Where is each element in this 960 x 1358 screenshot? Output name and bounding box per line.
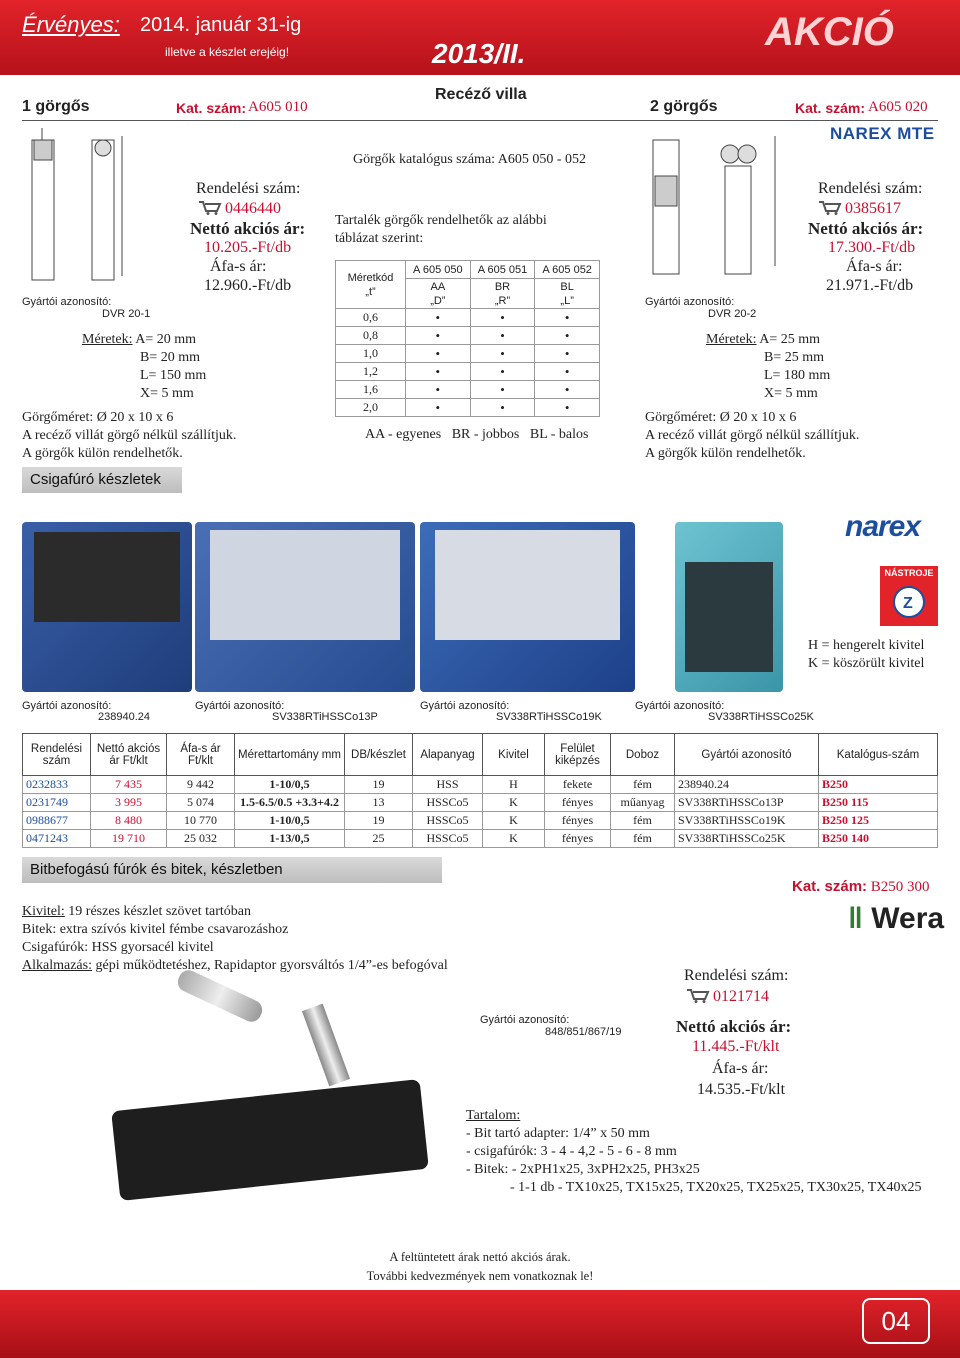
dim-l: L= 180 mm xyxy=(764,368,831,383)
dim-l: L= 150 mm xyxy=(140,368,207,383)
left-vat-label: Áfa-s ár: xyxy=(210,258,267,275)
row-dot xyxy=(406,327,471,345)
table-cell: HSSCo5 xyxy=(413,830,483,848)
right-order-label: Rendelési szám: xyxy=(818,180,923,197)
bit-pouch xyxy=(111,1079,429,1201)
note-2: A görgők külön rendelhetők. xyxy=(22,446,183,461)
table-cell: 19 xyxy=(345,776,413,794)
table-cell: fém xyxy=(611,812,675,830)
table-cell: 13 xyxy=(345,794,413,812)
row-dot xyxy=(470,309,535,327)
drill-rack xyxy=(435,530,620,640)
z-logo-icon xyxy=(880,578,938,622)
dims-label: Méretek: xyxy=(82,332,133,347)
left-order xyxy=(198,200,281,218)
note-1: A recéző villát görgő nélkül szállítjuk. xyxy=(645,428,860,443)
table-cell: B250 140 xyxy=(819,830,938,848)
table-cell: 19 xyxy=(345,812,413,830)
drill-sets-title: Csigafúró készletek xyxy=(22,467,182,493)
mfr-label-2: Gyártói azonosító: xyxy=(195,700,285,712)
nastroje-text: NÁSTROJE xyxy=(884,568,934,578)
wera-mark-icon: ‖ xyxy=(848,902,863,935)
drill-rack xyxy=(685,562,773,672)
promo-header xyxy=(0,0,960,75)
subcol-2-a: BR xyxy=(494,280,511,293)
code-label-2: „t” xyxy=(365,285,376,298)
left-mfr-id: DVR 20-1 xyxy=(102,308,151,320)
row-dot xyxy=(535,381,600,399)
bit-line-4-label: Alkalmazás: xyxy=(22,958,92,973)
drill-case-4 xyxy=(675,522,783,692)
col-3: A 605 052 xyxy=(535,261,600,279)
table-cell: 8 480 xyxy=(91,812,167,830)
th-range: Mérettartomány mm xyxy=(235,734,345,776)
table-cell: H xyxy=(483,776,545,794)
cart-icon xyxy=(686,988,710,1003)
row-code: 0,6 xyxy=(336,309,406,327)
right-mfr-id: DVR 20-2 xyxy=(708,308,757,320)
left-order-label: Rendelési szám: xyxy=(196,180,301,197)
table-cell: B250 xyxy=(819,776,938,794)
cart-icon xyxy=(198,200,222,215)
table-row xyxy=(23,776,938,794)
table-cell: 1-10/0,5 xyxy=(235,776,345,794)
right-order-no: 0385617 xyxy=(845,200,901,217)
table-cell: fényes xyxy=(545,830,611,848)
footer-note-2: További kedvezmények nem vonatkoznak le! xyxy=(366,1269,594,1283)
note-2: A görgők külön rendelhetők. xyxy=(645,446,806,461)
bit-mfr-label: Gyártói azonosító: xyxy=(480,1014,570,1026)
table-cell: SV338RTiHSSCo13P xyxy=(675,794,819,812)
table-cell: 25 xyxy=(345,830,413,848)
mfr-id-2: SV338RTiHSSCo13P xyxy=(272,711,378,723)
bit-order xyxy=(686,988,769,1006)
dim-x: X= 5 mm xyxy=(140,386,194,401)
contents-1: - Bit tartó adapter: 1/4” x 50 mm xyxy=(466,1126,650,1141)
bit-mfr-id: 848/851/867/19 xyxy=(545,1026,622,1038)
table-cell: 238940.24 xyxy=(675,776,819,794)
table-cell: SV338RTiHSSCo25K xyxy=(675,830,819,848)
contents-4: - 1-1 db - TX10x25, TX15x25, TX20x25, TX25x25, TX30x25, TX40x25 xyxy=(510,1180,922,1195)
row-dot xyxy=(406,345,471,363)
table-cell: 10 770 xyxy=(167,812,235,830)
right-vat-price: 21.971.-Ft/db xyxy=(826,277,914,294)
bit-line-1-label: Kivitel: xyxy=(22,904,65,919)
dim-b: B= 20 mm xyxy=(140,350,201,365)
bit-line-3: Csigafúrók: HSS gyorsacél kivitel xyxy=(22,940,214,955)
edition: 2013/II. xyxy=(432,38,526,69)
drill-case-2 xyxy=(195,522,415,692)
mfr-label-3: Gyártói azonosító: xyxy=(420,700,510,712)
subcol-3-a: BL xyxy=(560,280,574,293)
code-label: Méretkód xyxy=(347,271,394,284)
th-surface: Felület kiképzés xyxy=(545,734,611,776)
roller-legend: AA - egyenes BR - jobbos BL - balos xyxy=(365,427,589,442)
left-vat-price: 12.960.-Ft/db xyxy=(204,277,292,294)
fork-drawing-2 xyxy=(645,126,785,286)
row-dot xyxy=(470,345,535,363)
left-dims xyxy=(82,331,206,403)
dim-a: A= 25 mm xyxy=(759,332,821,347)
spare-note-1: Tartalék görgők rendelhetők az alábbi xyxy=(335,213,547,228)
mfr-label-4: Gyártói azonosító: xyxy=(635,700,725,712)
legend-k: K = köszörült kivitel xyxy=(808,656,925,671)
narex-mte-logo: NAREX MTE xyxy=(830,124,935,143)
row-code: 1,2 xyxy=(336,363,406,381)
left-cat-value: A605 010 xyxy=(248,99,308,115)
row-dot xyxy=(406,399,471,417)
row-dot xyxy=(470,381,535,399)
right-vat-label: Áfa-s ár: xyxy=(846,258,903,275)
left-mfr-label: Gyártói azonosító: xyxy=(22,296,112,308)
table-cell: műanyag xyxy=(611,794,675,812)
table-cell: SV338RTiHSSCo19K xyxy=(675,812,819,830)
bit-line-4 xyxy=(22,957,448,975)
valid-note: illetve a készlet erejéig! xyxy=(165,45,290,59)
right-mfr-label: Gyártói azonosító: xyxy=(645,296,735,308)
th-material: Alapanyag xyxy=(413,734,483,776)
right-cat-label: Kat. szám: xyxy=(795,100,866,116)
bit-line-1-text: 19 részes készlet szövet tartóban xyxy=(64,904,251,919)
left-net-price: 10.205.-Ft/db xyxy=(204,239,292,256)
table-cell: 1-13/0,5 xyxy=(235,830,345,848)
table-cell: 1.5-6.5/0.5 +3.3+4.2 xyxy=(235,794,345,812)
bit-vat-price: 14.535.-Ft/klt xyxy=(697,1081,786,1098)
subcol-1 xyxy=(406,279,471,309)
table-cell: 1-10/0,5 xyxy=(235,812,345,830)
bit-contents xyxy=(466,1107,921,1197)
table-cell: HSSCo5 xyxy=(413,812,483,830)
table-cell: 9 442 xyxy=(167,776,235,794)
subcol-1-b: „D” xyxy=(430,294,446,307)
fork-drawing-1 xyxy=(22,126,140,286)
code-header xyxy=(336,261,406,309)
bit-net-price: 11.445.-Ft/klt xyxy=(692,1038,780,1055)
bit-holder-image xyxy=(302,1004,350,1087)
row-dot xyxy=(535,309,600,327)
row-dot xyxy=(406,381,471,399)
mfr-id-4: SV338RTiHSSCo25K xyxy=(708,711,814,723)
table-cell: 25 032 xyxy=(167,830,235,848)
contents-label: Tartalom: xyxy=(466,1108,521,1123)
table-cell: HSS xyxy=(413,776,483,794)
row-code: 2,0 xyxy=(336,399,406,417)
left-cat-label: Kat. szám: xyxy=(176,100,247,116)
footer-notes xyxy=(0,1248,960,1286)
contents-2: - csigafúrók: 3 - 4 - 4,2 - 5 - 6 - 8 mm xyxy=(466,1144,677,1159)
th-net: Nettó akciós ár Ft/klt xyxy=(91,734,167,776)
row-dot xyxy=(470,363,535,381)
table-cell: K xyxy=(483,812,545,830)
dims-label: Méretek: xyxy=(706,332,757,347)
bit-cat-value: B250 300 xyxy=(870,879,930,895)
table-cell: 0231749 xyxy=(23,794,91,812)
legend-h: H = hengerelt kivitel xyxy=(808,638,925,653)
row-dot xyxy=(535,345,600,363)
note-1: A recéző villát görgő nélkül szállítjuk. xyxy=(22,428,237,443)
bit-net-label: Nettó akciós ár: xyxy=(676,1017,792,1036)
divider xyxy=(22,120,938,121)
mfr-id-3: SV338RTiHSSCo19K xyxy=(496,711,602,723)
drill-rack xyxy=(34,532,180,622)
mfr-id-1: 238940.24 xyxy=(98,711,150,723)
left-notes xyxy=(22,409,236,463)
right-notes xyxy=(645,409,859,463)
promo-title: AKCIÓ xyxy=(765,10,894,54)
drill-case-1 xyxy=(22,522,192,692)
row-dot xyxy=(535,327,600,345)
left-order-no: 0446440 xyxy=(225,200,281,217)
row-code: 1,6 xyxy=(336,381,406,399)
valid-label: Érvényes: xyxy=(22,12,120,37)
th-mfr: Gyártói azonosító xyxy=(675,734,819,776)
right-net-label: Nettó akciós ár: xyxy=(808,219,924,238)
bit-line-4-text: gépi működtetéshez, Rapidaptor gyorsváltós 1/4”-es befogóval xyxy=(91,958,448,973)
dim-a: A= 20 mm xyxy=(135,332,197,347)
wera-text: Wera xyxy=(871,902,945,935)
subcol-1-a: AA xyxy=(430,280,446,293)
right-title: 2 görgős xyxy=(650,98,718,115)
contents-3: - Bitek: - 2xPH1x25, 3xPH2x25, PH3x25 xyxy=(466,1162,700,1177)
th-qty: DB/készlet xyxy=(345,734,413,776)
svg-text:Z: Z xyxy=(903,595,913,612)
roller-size: Görgőméret: Ø 20 x 10 x 6 xyxy=(22,410,174,425)
table-cell: B250 125 xyxy=(819,812,938,830)
page-number: 04 xyxy=(862,1298,930,1344)
product-table xyxy=(22,733,938,848)
nastroje-badge xyxy=(880,566,938,626)
row-dot xyxy=(406,363,471,381)
row-dot xyxy=(406,309,471,327)
table-row xyxy=(23,812,938,830)
drill-rack xyxy=(210,530,400,640)
bit-order-no: 0121714 xyxy=(713,988,769,1005)
table-cell: 19 710 xyxy=(91,830,167,848)
bit-line-1 xyxy=(22,903,448,921)
roller-catalog: Görgők katalógus száma: A605 050 - 052 xyxy=(353,152,587,167)
bit-set-image xyxy=(115,975,445,1200)
table-row xyxy=(23,830,938,848)
bit-vat-label: Áfa-s ár: xyxy=(712,1060,769,1077)
subcol-3-b: „L” xyxy=(560,294,574,307)
table-cell: 7 435 xyxy=(91,776,167,794)
th-vat: Áfa-s ár Ft/klt xyxy=(167,734,235,776)
col-2: A 605 051 xyxy=(470,261,535,279)
table-cell: fém xyxy=(611,830,675,848)
spare-note-2: táblázat szerint: xyxy=(335,231,424,246)
valid-date: 2014. január 31-ig xyxy=(140,14,302,36)
wera-logo xyxy=(848,902,944,936)
table-cell: 5 074 xyxy=(167,794,235,812)
bit-cat xyxy=(792,878,930,896)
table-cell: 0471243 xyxy=(23,830,91,848)
right-cat-value: A605 020 xyxy=(868,99,928,115)
dim-b: B= 25 mm xyxy=(764,350,825,365)
roller-size: Görgőméret: Ø 20 x 10 x 6 xyxy=(645,410,797,425)
right-net-price: 17.300.-Ft/db xyxy=(828,239,916,256)
table-header xyxy=(23,734,938,776)
table-cell: K xyxy=(483,830,545,848)
subcol-2 xyxy=(470,279,535,309)
row-dot xyxy=(535,363,600,381)
row-code: 1,0 xyxy=(336,345,406,363)
table-cell: 0988677 xyxy=(23,812,91,830)
row-dot xyxy=(535,399,600,417)
bit-line-2: Bitek: extra szívós kivitel fémbe csavarozáshoz xyxy=(22,922,289,937)
subcol-2-b: „R” xyxy=(494,294,511,307)
spare-note xyxy=(335,212,547,248)
table-cell: 3 995 xyxy=(91,794,167,812)
bit-desc xyxy=(22,903,448,975)
row-code: 0,8 xyxy=(336,327,406,345)
right-dims xyxy=(706,331,830,403)
table-cell: B250 115 xyxy=(819,794,938,812)
table-cell: fém xyxy=(611,776,675,794)
table-cell: K xyxy=(483,794,545,812)
th-box: Doboz xyxy=(611,734,675,776)
roller-table xyxy=(335,260,600,417)
center-title: Recéző villa xyxy=(435,86,527,103)
table-body xyxy=(23,776,938,848)
left-net-label: Nettó akciós ár: xyxy=(190,219,306,238)
bit-cat-label: Kat. szám: xyxy=(792,878,868,895)
footer-note-1: A feltüntetett árak nettó akciós árak. xyxy=(389,1250,571,1264)
row-dot xyxy=(470,399,535,417)
table-cell: fekete xyxy=(545,776,611,794)
col-1: A 605 050 xyxy=(406,261,471,279)
right-order xyxy=(818,200,901,218)
dim-x: X= 5 mm xyxy=(764,386,818,401)
table-cell: fényes xyxy=(545,794,611,812)
table-cell: fényes xyxy=(545,812,611,830)
cart-icon xyxy=(818,200,842,215)
finish-legend xyxy=(808,637,924,673)
footer-bar xyxy=(0,1290,960,1358)
subcol-3 xyxy=(535,279,600,309)
bit-order-label: Rendelési szám: xyxy=(684,967,789,984)
row-dot xyxy=(470,327,535,345)
th-order: Rendelési szám xyxy=(23,734,91,776)
narex-logo: narex xyxy=(845,510,921,543)
bit-section-title: Bitbefogású fúrók és bitek, készletben xyxy=(22,857,442,883)
th-cat: Katalógus-szám xyxy=(819,734,938,776)
table-cell: 0232833 xyxy=(23,776,91,794)
th-finish: Kivitel xyxy=(483,734,545,776)
table-cell: HSSCo5 xyxy=(413,794,483,812)
left-title: 1 görgős xyxy=(22,98,90,115)
drill-bit-image xyxy=(175,967,266,1025)
drill-case-3 xyxy=(420,522,635,692)
table-row xyxy=(23,794,938,812)
mfr-label-1: Gyártói azonosító: xyxy=(22,700,112,712)
